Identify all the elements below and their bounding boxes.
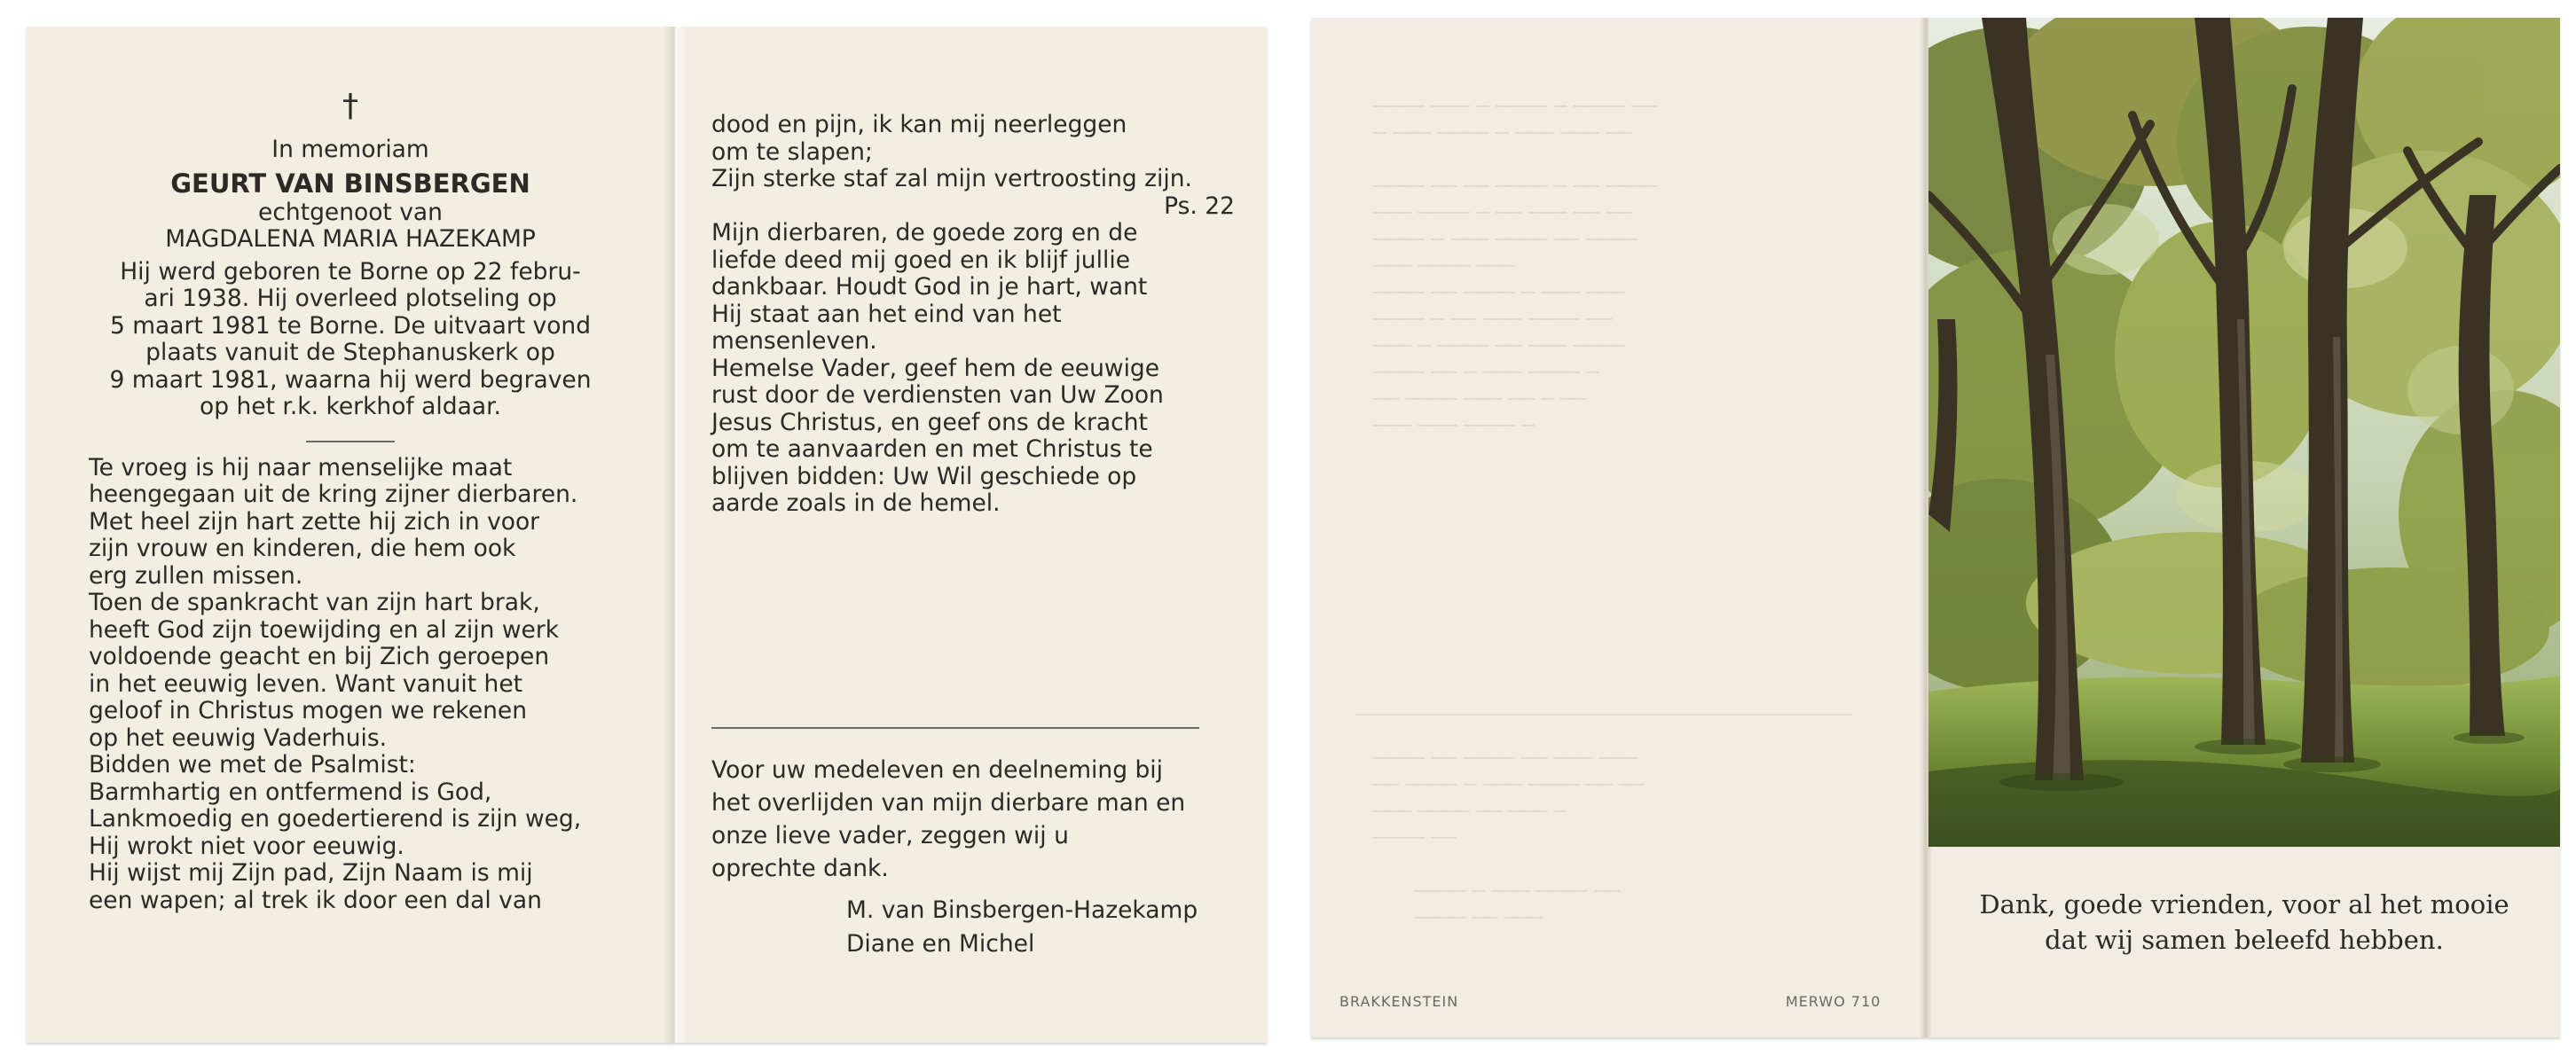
text-line: op het r.k. kerkhof aldaar. [200, 393, 501, 420]
text-line: Lankmoedig en goedertierend is zijn weg, [89, 805, 582, 833]
caption-line: Dank, goede vrienden, voor al het mooie [1979, 889, 2509, 919]
text-line: liefde deed mij goed en ik blijf jullie [711, 246, 1130, 274]
thank-you-note [711, 754, 1208, 961]
text-line: het overlijden van mijn dierbare man en [711, 789, 1186, 817]
signature-line: Diane en Michel [846, 930, 1035, 958]
photo-caption [1928, 887, 2560, 958]
tribute [89, 455, 612, 753]
farewell [711, 220, 1235, 356]
biography [89, 259, 612, 421]
memorial-card-inside [27, 27, 1267, 1043]
spouse-name: MAGDALENA MARIA HAZEKAMP [165, 225, 536, 253]
show-through: ──── ─── ─ ──── ─ ──── ── ─ ─── ──── ─ ─── ─── ── ──── ── ── ──── ─ ── ──── ─── ──── ─ ── ─── ── ── ──── ─ ─── ──── ── ──── ─── ──── ─── ──── ── ──── ─ ─── ─── ──── ─ ── ─── ──── ── ─── ─ ──── ── ─── ──── ──── ── ─ ─── ──── ─ ── ──── ─── ── ─ ── ─── ─── ──── ─ [1373, 94, 1658, 438]
psalm-continuation [711, 112, 1235, 220]
text-line: voldoende geacht en bij Zich geroepen [89, 643, 550, 670]
deceased-name: GEURT VAN BINSBERGEN [170, 168, 530, 199]
text-line: Hij wijst mij Zijn pad, Zijn Naam is mij [89, 859, 533, 887]
text-line: heengegaan uit de kring zijner dierbaren. [89, 481, 578, 508]
publisher-imprint: BRAKKENSTEIN [1339, 993, 1459, 1010]
text-line: geloof in Christus mogen we rekenen [89, 697, 528, 724]
text-line: heeft God zijn toewijding en al zijn werk [89, 615, 560, 644]
text-line: aarde zoals in de hemel. [711, 489, 1001, 517]
divider [711, 727, 1199, 729]
text-line: mensenleven. [711, 327, 877, 355]
text-line: blijven bidden: Uw Wil geschiede op [711, 462, 1137, 490]
cross-symbol: † [342, 88, 358, 124]
text-line: een wapen; al trek ik door een dal van [89, 886, 542, 914]
text-line: Voor uw medeleven en deelneming bij [711, 756, 1163, 784]
text-line: plaats vanuit de Stephanuskerk op [145, 339, 555, 366]
text-line: ari 1938. Hij overleed plotseling op [144, 285, 557, 312]
text-line: Hij wrokt niet voor eeuwig. [89, 832, 404, 860]
psalm-intro: Bidden we met de Psalmist: [89, 751, 416, 778]
text-line: om te aanvaarden en met Christus te [711, 435, 1153, 463]
in-memoriam-label: In memoriam [271, 136, 429, 163]
text-line: Met heel zijn hart zette hij zich in voor [89, 507, 540, 536]
show-through [1355, 714, 1852, 716]
forest-photo [1928, 18, 2560, 847]
left-column [89, 89, 612, 914]
text-line: Hij werd geboren te Borne op 22 febru- [120, 257, 581, 286]
text-line: om te slapen; [711, 137, 873, 166]
text-line: in het eeuwig leven. Want vanuit het [89, 669, 523, 698]
text-line: Zijn sterke staf zal mijn vertroosting zijn. [711, 165, 1192, 192]
text-line: dood en pijn, ik kan mij neerleggen [711, 111, 1127, 138]
text-line: rust door de verdiensten van Uw Zoon [711, 381, 1164, 409]
text-line: Hemelse Vader, geef hem de eeuwige [711, 354, 1160, 382]
text-line: Te vroeg is hij naar menselijke maat [89, 453, 513, 481]
psalm-reference: Ps. 22 [1164, 192, 1235, 220]
text-line: Barmhartig en ontfermend is God, [89, 778, 492, 806]
text-line: Mijn dierbaren, de goede zorg en de [711, 219, 1138, 246]
signature [846, 894, 1208, 961]
memorial-card-outside [1311, 18, 2560, 1037]
prayer [711, 356, 1235, 518]
product-code: MERWO 710 [1786, 993, 1881, 1010]
text-line: Toen de spankracht van zijn hart brak, [89, 589, 540, 616]
text-line: op het eeuwig Vaderhuis. [89, 724, 388, 752]
text-line: 9 maart 1981, waarna hij werd begraven [109, 365, 592, 394]
text-line: erg zullen missen. [89, 561, 303, 590]
text-line: dankbaar. Houdt God in je hart, want [711, 273, 1148, 301]
show-through: ──── ── ──── ── ─── ─── ── ──── ─ ─── ──── ── ── ─── ──── ── ─── ─ ──── ── ──── ─ ─── ──── ── ──── ── ─── [1373, 746, 1645, 930]
text-line: 5 maart 1981 te Borne. De uitvaart vond [109, 311, 592, 340]
signature-line: M. van Binsbergen-Hazekamp [846, 896, 1198, 924]
spouse-label: echtgenoot van [258, 198, 443, 226]
right-column [711, 112, 1235, 518]
caption-line: dat wij samen beleefd hebben. [2045, 925, 2444, 955]
text-line: Jesus Christus, en geef ons de kracht [711, 408, 1148, 436]
text-line: onze lieve vader, zeggen wij u [711, 822, 1069, 849]
text-line: Hij staat aan het eind van het [711, 300, 1062, 328]
divider [306, 441, 395, 442]
psalm-text [89, 779, 612, 915]
text-line: zijn vrouw en kinderen, die hem ook [89, 535, 516, 562]
card-fold [664, 27, 687, 1043]
text-line: oprechte dank. [711, 855, 889, 882]
